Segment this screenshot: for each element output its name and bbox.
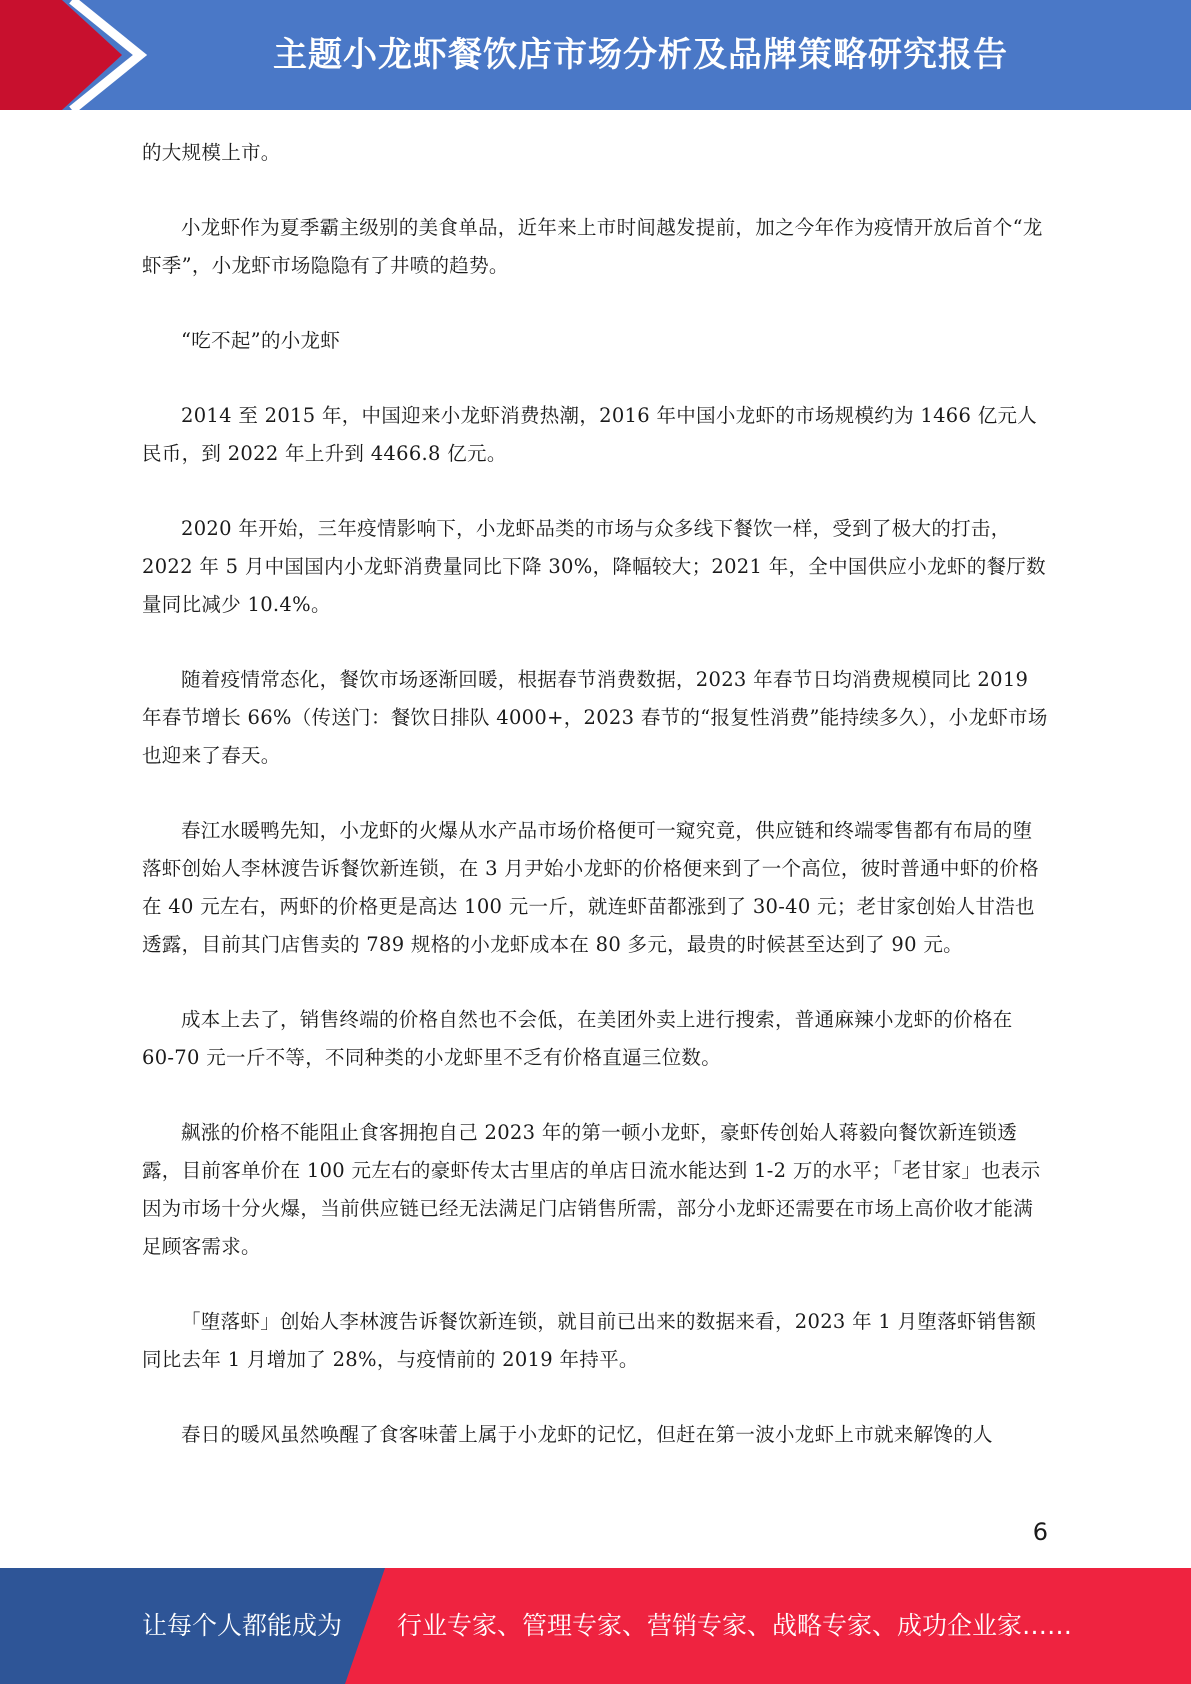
page-footer	[0, 1568, 1191, 1684]
paragraph: 春江水暖鸭先知，小龙虾的火爆从水产品市场价格便可一窥究竟，供应链和终端零售都有布局的堕落虾创始人李林渡告诉餐饮新连锁，在 3 月尹始小龙虾的价格便来到了一个高位，彼时普通中虾的价格在 40 元左右，两虾的价格更是高达 100 元一斤，就连虾苗都涨到了 30-40 元；老甘家创始人甘浩也透露，目前其门店售卖的 789 规格的小龙虾成本在 80 多元，最贵的时候甚至达到了 90 元。	[142, 819, 1039, 956]
paragraph: 随着疫情常态化，餐饮市场逐渐回暖，根据春节消费数据，2023 年春节日均消费规模同比 2019 年春节增长 66%（传送门：餐饮日排队 4000+，2023 春节的“报复性消费”能持续多久），小龙虾市场也迎来了春天。	[142, 668, 1048, 767]
paragraph: 小龙虾作为夏季霸主级别的美食单品，近年来上市时间越发提前，加之今年作为疫情开放后首个“龙虾季”，小龙虾市场隐隐有了井喷的趋势。	[142, 216, 1043, 277]
paragraph: 成本上去了，销售终端的价格自然也不会低，在美团外卖上进行搜索，普通麻辣小龙虾的价格在 60-70 元一斤不等，不同种类的小龙虾里不乏有价格直逼三位数。	[142, 1008, 1013, 1069]
footer-slogan-right: 行业专家、管理专家、营销专家、战略专家、成功企业家……	[397, 1611, 1073, 1640]
paragraph: 春日的暖风虽然唤醒了食客味蕾上属于小龙虾的记忆，但赶在第一波小龙虾上市就来解馋的人	[181, 1423, 993, 1446]
page-header	[0, 0, 1191, 110]
paragraph: 的大规模上市。	[142, 141, 281, 164]
header-chevron-decoration	[0, 0, 160, 110]
paragraph: 2014 至 2015 年，中国迎来小龙虾消费热潮，2016 年中国小龙虾的市场规模约为 1466 亿元人民币，到 2022 年上升到 4466.8 亿元。	[142, 404, 1038, 465]
paragraph: 「堕落虾」创始人李林渡告诉餐饮新连锁，就目前已出来的数据来看，2023 年 1 月堕落虾销售额同比去年 1 月增加了 28%，与疫情前的 2019 年持平。	[142, 1310, 1037, 1371]
section-heading: “吃不起”的小龙虾	[181, 329, 341, 352]
page-number: 6	[1032, 1518, 1048, 1546]
footer-slogan-left: 让每个人都能成为	[142, 1611, 343, 1640]
paragraph: 2020 年开始，三年疫情影响下，小龙虾品类的市场与众多线下餐饮一样，受到了极大的打击，2022 年 5 月中国国内小龙虾消费量同比下降 30%，降幅较大；2021 年，全中国供应小龙虾的餐厅数量同比减少 10.4%。	[142, 517, 1046, 616]
report-title: 主题小龙虾餐饮店市场分析及品牌策略研究报告	[273, 35, 1008, 75]
document-body	[142, 134, 1048, 1491]
paragraph: 飙涨的价格不能阻止食客拥抱自己 2023 年的第一顿小龙虾，豪虾传创始人蒋毅向餐饮新连锁透露，目前客单价在 100 元左右的豪虾传太古里店的单店日流水能达到 1-2 万的水平；「老甘家」也表示因为市场十分火爆，当前供应链已经无法满足门店销售所需，部分小龙虾还需要在市场上高价收才能满足顾客需求。	[142, 1121, 1041, 1258]
